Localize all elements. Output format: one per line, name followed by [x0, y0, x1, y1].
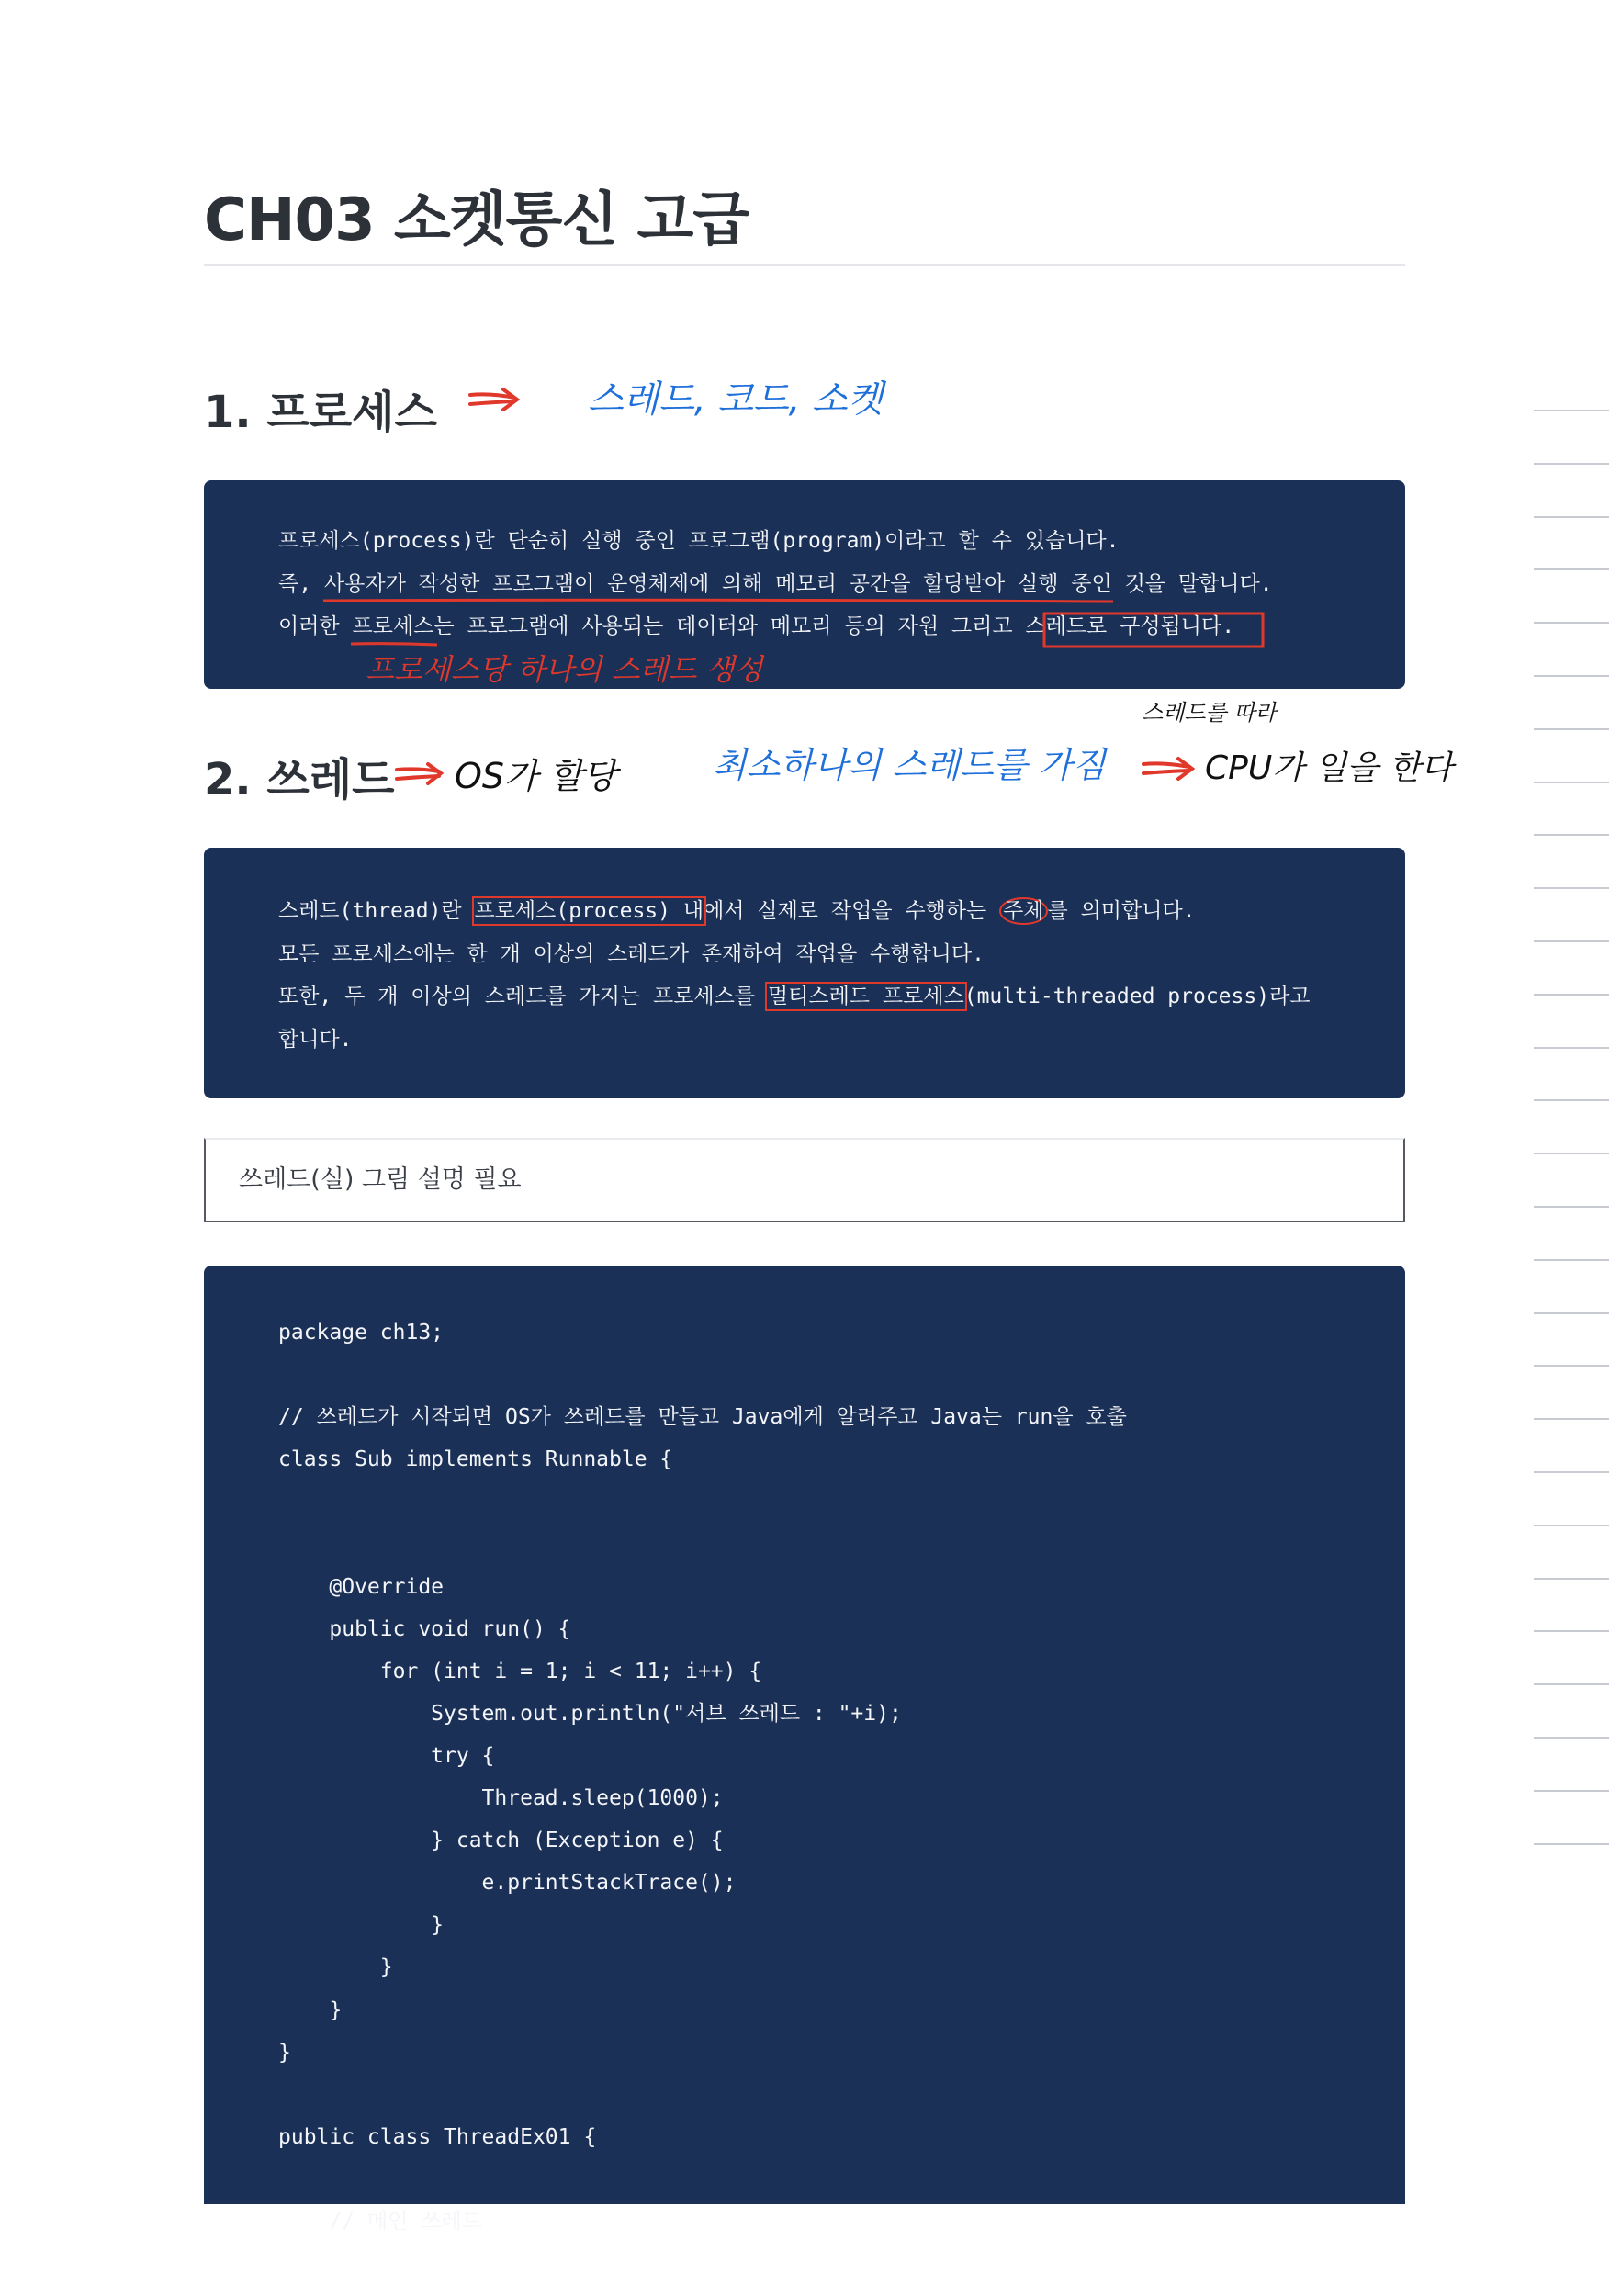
page-title: CH03 소켓통신 고급 — [204, 186, 749, 254]
thread-line-4: 합니다. — [278, 1027, 353, 1052]
margin-rule — [1534, 728, 1609, 730]
process-line-1: 프로세스(process)란 단순히 실행 중인 프로그램(program)이라고 할 수 있습니다. — [278, 529, 1120, 553]
code-line: System.out.println("서브 쓰레드 : "+i); — [278, 1701, 902, 1726]
margin-rule — [1534, 1153, 1609, 1154]
code-line — [278, 1523, 1405, 1565]
code-line: } — [278, 1998, 343, 2022]
code-line: public class ThreadEx01 { — [278, 2124, 597, 2149]
highlight-multithread-process: 멀티스레드 프로세스 — [767, 985, 964, 1008]
handwritten-note-os-allocates: OS가 할당 — [455, 756, 617, 796]
thread-line-1-end: 를 의미합니다. — [1047, 899, 1196, 923]
handwritten-note-min-one-thread: 최소하나의 스레드를 가짐 — [713, 745, 1106, 785]
code-line: class Sub implements Runnable { — [278, 1447, 673, 1472]
thread-line-1-middle: 에서 실제로 작업을 수행하는 — [704, 899, 1000, 923]
code-line: try { — [278, 1743, 495, 1768]
margin-rule — [1534, 568, 1609, 570]
margin-rule — [1534, 1578, 1609, 1580]
arrow-icon-red-2 — [397, 764, 441, 783]
code-lines — [278, 1311, 1405, 2243]
margin-rule — [1534, 1259, 1609, 1261]
margin-rule — [1534, 1418, 1609, 1420]
code-line: } — [278, 2040, 291, 2065]
margin-rule — [1534, 994, 1609, 996]
code-line: e.printStackTrace(); — [278, 1871, 737, 1896]
margin-rule — [1534, 782, 1609, 783]
circled-subject: 주체 — [999, 897, 1047, 925]
code-line — [278, 1480, 1405, 1523]
margin-rule — [1534, 516, 1609, 518]
process-line-2: 즉, 사용자가 작성한 프로그램이 운영체제에 의해 메모리 공간을 할당받아 실행 중인 것을 말합니다. — [278, 571, 1273, 596]
margin-rule — [1534, 1790, 1609, 1792]
code-block — [204, 1266, 1405, 2234]
margin-rule — [1534, 887, 1609, 889]
process-description-box — [204, 480, 1405, 689]
margin-rule — [1534, 1365, 1609, 1367]
code-line: Thread.sleep(1000); — [278, 1786, 724, 1811]
margin-rule — [1534, 1843, 1609, 1845]
thread-line-3 — [278, 975, 1405, 1019]
margin-rule — [1534, 1525, 1609, 1526]
code-line — [278, 1354, 1405, 1396]
handwritten-note-one-thread: 프로세스당 하나의 스레드 생성 — [366, 652, 763, 687]
code-line — [278, 2158, 1405, 2200]
margin-rule — [1534, 463, 1609, 465]
margin-rule — [1534, 1471, 1609, 1473]
margin-rule — [1534, 834, 1609, 836]
section-heading-process: 1. 프로세스 — [204, 387, 437, 438]
handwritten-note-cpu-works: CPU가 일을 한다 — [1205, 749, 1453, 787]
thread-line-3-start: 또한, 두 개 이상의 스레드를 가지는 프로세스를 — [278, 985, 768, 1008]
margin-rule — [1534, 1047, 1609, 1049]
code-line: public void run() { — [278, 1616, 571, 1641]
title-divider — [204, 264, 1405, 266]
section-heading-thread: 2. 쓰레드 — [204, 754, 395, 805]
margin-rule — [1534, 622, 1609, 624]
code-line: for (int i = 1; i < 11; i++) { — [278, 1659, 762, 1683]
margin-rule — [1534, 1683, 1609, 1685]
handwritten-note-threads-code-socket: 스레드, 코드, 소켓 — [588, 378, 884, 421]
margin-rule — [1534, 1737, 1609, 1739]
thread-line-3-end: (multi-threaded process)라고 — [963, 985, 1311, 1008]
note-callout: 쓰레드(실) 그림 설명 필요 — [204, 1138, 1405, 1222]
code-line: } — [278, 1955, 393, 1980]
code-line: @Override — [278, 1574, 445, 1599]
margin-rule — [1534, 1312, 1609, 1314]
thread-line-2: 모든 프로세스에는 한 개 이상의 스레드가 존재하여 작업을 수행합니다. — [278, 941, 985, 966]
margin-rule — [1534, 1099, 1609, 1101]
thread-line-1 — [278, 890, 1405, 933]
arrow-icon-red-1 — [470, 389, 517, 410]
code-line: } — [278, 1913, 445, 1938]
code-line: package ch13; — [278, 1321, 445, 1345]
arrow-icon-red-3 — [1143, 759, 1192, 779]
highlight-process-inside: 프로세스(process) 내 — [474, 899, 704, 923]
code-line: // 메인 쓰레드 — [278, 2209, 482, 2234]
code-line: // 쓰레드가 시작되면 OS가 쓰레드를 만들고 Java에게 알려주고 Java는 run을 호출 — [278, 1405, 1127, 1430]
thread-line-1-start: 스레드(thread)란 — [278, 899, 475, 923]
process-line-3: 이러한 프로세스는 프로그램에 사용되는 데이터와 메모리 등의 자원 그리고 스레드로 구성됩니다. — [278, 614, 1235, 638]
handwritten-note-follow-thread: 스레드를 따라 — [1142, 700, 1277, 726]
margin-ruled-lines — [1534, 410, 1609, 1896]
margin-rule — [1534, 1630, 1609, 1632]
margin-rule — [1534, 1206, 1609, 1208]
code-line — [278, 2074, 1405, 2116]
thread-description-box — [204, 848, 1405, 1098]
margin-rule — [1534, 940, 1609, 942]
code-line: } catch (Exception e) { — [278, 1829, 724, 1853]
margin-rule — [1534, 410, 1609, 411]
margin-rule — [1534, 675, 1609, 677]
